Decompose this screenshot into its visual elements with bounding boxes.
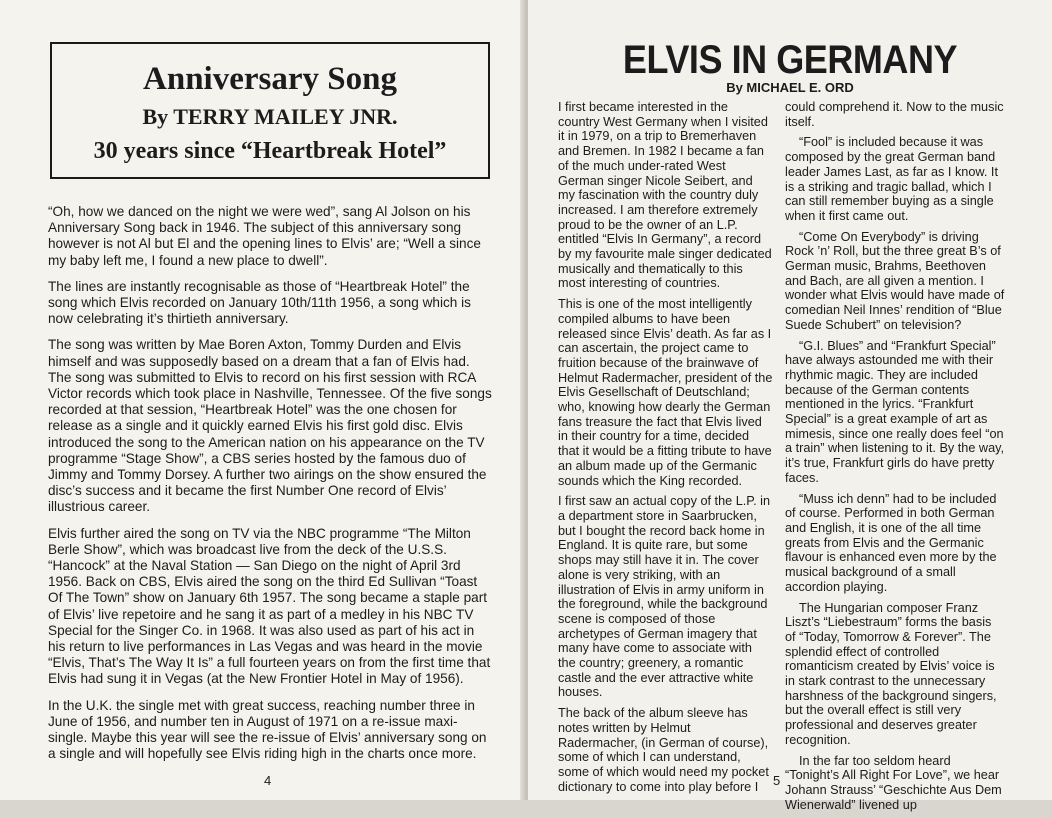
body-paragraph: I first became interested in the country West Germany when I visited it in 1979, on a trip to Bremerhaven and Bremen. In 1982 I became a fan of the much under-rated West German singer Nicole Seibert, and my fascination with the country duly increased. I am therefore extremely proud to be the owner of an L.P. entitled “Elvis In Germany”, a record by my favourite male singer dedicated musically and thematically to this most interesting of countries. — [558, 100, 772, 291]
body-paragraph: I first saw an actual copy of the L.P. in a department store in Saarbrucken, but I bought the record back home in England. It is quite rare, but some shops may still have it in. The cover alone is very striking, with an illustration of Elvis in army uniform in the foreground, while the background scene is composed of those archetypes of German imagery that many have come to associate with the country; greenery, a romantic castle and the ever attractive white houses. — [558, 494, 771, 700]
body-paragraph: Elvis further aired the song on TV via the NBC programme “The Milton Berle Show”, which was broadcast live from the deck of the U.S.S. “Hancock” at the Naval Station — San Diego on the night of April 3rd 1956. Back on CBS, Elvis aired the song on the third Ed Sullivan “Toast Of The Town” show on January 6th 1957. The song became a staple part of Elvis’ live repetoire and he sang it as part of a medley in his NBC TV Special for the Singer Co. in 1968. It was also used as part of his act in his return to live performances in Las Vegas and was heard in the movie “Elvis, That’s The Way It Is” a full fourteen years on from the first time that Elvis had sung it in Vegas (at the New Frontier Hotel in May of 1956). — [48, 525, 491, 687]
article-byline: By MICHAEL E. ORD — [726, 80, 854, 95]
body-paragraph: “Muss ich denn” had to be included of course. Performed in both German and English, it is one of the all time greats from Elvis and the Germanic flavour is enhanced even more by the musical background of a small accordion playing. — [785, 491, 997, 594]
article-subtitle: 30 years since “Heartbreak Hotel” — [93, 138, 447, 164]
right-page — [528, 0, 1052, 812]
article-body — [48, 204, 494, 773]
body-paragraph: “G.I. Blues” and “Frankfurt Special” have always astounded me with their rhythmic magic. They are included because of the German contents mentioned in the lyrics. “Frankfurt Special” is a great example of art as mimesis, since one really does feel “on a train” when listening to it. By the way, it’s true, Frankfurt girls do have pretty faces. — [785, 338, 1005, 485]
body-paragraph: This is one of the most intelligently compiled albums to have been released since Elvis’ death. As far as I can ascertain, the project came to fruition because of the brainwave of Helmut Radermacher, president of the Elvis Gesellschaft of Deutschland; who, knowing how dearly the German fans treasure the fact that Elvis lived in their country for a time, decided that it would be a fitting tribute to have an album made up of the Germanic sounds which the King recorded. — [558, 297, 773, 488]
body-paragraph: The lines are instantly recognisable as those of “Heartbreak Hotel” the song which Elvis recorded on January 10th/11th 1956, a song which is now celebrating it’s thirtieth anniversary. — [48, 278, 471, 327]
text-column-2 — [785, 100, 1005, 818]
body-paragraph: In the U.K. the single met with great success, reaching number three in June of 1956, and number ten in August of 1971 on a re-issue maxi-single. Maybe this year will see the re-issue of Elvis’ anniversary song on a single and will hopefully see Elvis riding high in the charts once more. — [48, 697, 487, 762]
body-paragraph: “Oh, how we danced on the night we were wed”, sang Al Jolson on his Anniversary Song back in 1946. The subject of this anniversary song however is not Al but El and the opening lines to Elvis’ are; “Well a since my baby left me, I found a new place to dwell”. — [48, 204, 481, 268]
body-paragraph: In the far too seldom heard “Tonight’s All Right For Love”, we hear Johann Strauss’ “Geschichte Aus Dem Wienerwald” livened up — [785, 753, 1002, 812]
body-paragraph: The Hungarian composer Franz Liszt’s “Liebestraum” forms the basis of “Today, Tomorrow & Forever”. The splendid effect of controlled romanticism created by Elvis’ voice is in stark contrast to the unnecessary harshness of the background singers, but the overall effect is still very professional and deserves greater recognition. — [785, 600, 997, 747]
page-number: 4 — [264, 773, 272, 788]
article-title: ELVIS IN GERMANY — [622, 38, 958, 82]
body-paragraph: “Fool” is included because it was composed by the great German band leader James Last, as far as I know. It is a striking and tragic ballad, which I can still remember buying as a single when it first came out. — [785, 135, 998, 223]
article-byline: By TERRY MAILEY JNR. — [142, 104, 398, 129]
left-page — [0, 0, 524, 800]
article-title-box — [50, 42, 490, 179]
body-paragraph: “Come On Everybody” is driving Rock ’n’ Roll, but the three great B’s of German music, Brahms, Beethoven and Bach, are all given a mention. I wonder what Elvis would have made of comedian Neil Innes’ rendition of “Blue Suede Schubert” on television? — [785, 229, 1005, 332]
page-number: 5 — [773, 773, 781, 788]
article-title: Anniversary Song — [143, 61, 397, 97]
body-paragraph: could comprehend it. Now to the music itself. — [785, 100, 1004, 129]
text-column-1 — [558, 100, 773, 800]
body-paragraph: The back of the album sleeve has notes written by Helmut Radermacher, (in German of course), some of which I can understand, some of which would need my pocket dictionary to come into play before I — [558, 706, 769, 794]
body-paragraph: The song was written by Mae Boren Axton, Tommy Durden and Elvis himself and was supposedly based on a dream that a fan of Elvis had. The song was submitted to Elvis to record on his first session with RCA Victor records which took place in Nashville, Tennessee. Of the five songs recorded at that session, “Heartbreak Hotel” was the one chosen for release as a single and it quickly earned Elvis his first gold disc. Elvis introduced the song to the American nation on his appearance on the TV programme “Stage Show”, a CBS series hosted by the famous duo of Jimmy and Tommy Dorsey. A further two airings on the show ensured the disc’s success and it became the first Number One record of Elvis’ illustrious career. — [48, 337, 492, 515]
